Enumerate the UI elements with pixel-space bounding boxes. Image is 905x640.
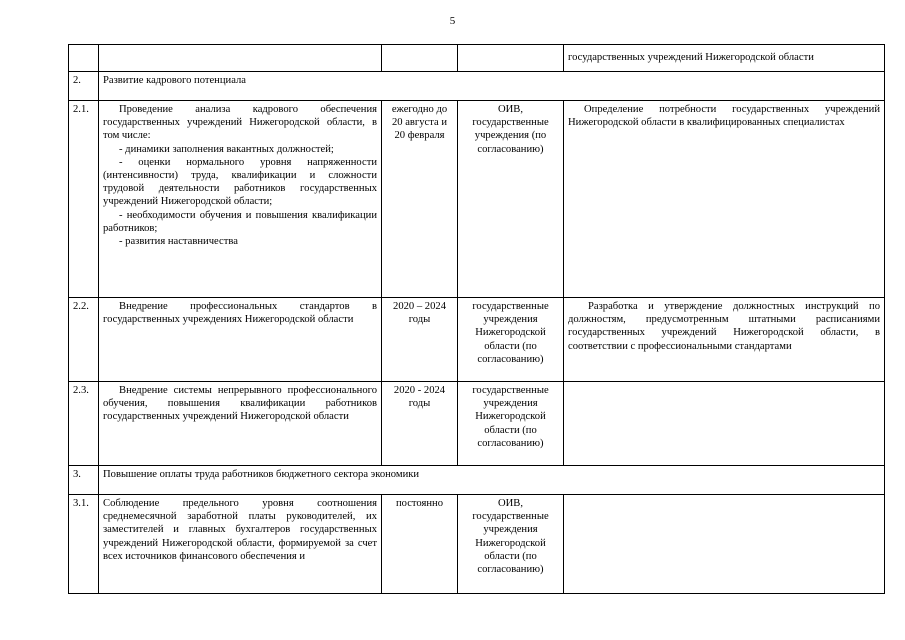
section-title: Повышение оплаты труда работников бюджетного сектора экономики (99, 466, 885, 495)
cell-term: ежегодно до 20 августа и 20 февраля (382, 101, 458, 298)
cell-description (99, 45, 382, 72)
cell-executor: государственные учреждения Нижегородской области (по согласованию) (458, 382, 564, 466)
cell-result (564, 382, 885, 466)
description-paragraph: - необходимости обучения и повышения квалификации работников; (103, 209, 377, 234)
cell-executor: государственные учреждения Нижегородской области (по согласованию) (458, 298, 564, 382)
cell-num: 2.3. (69, 382, 99, 466)
description-paragraph: - оценки нормального уровня напряженности (интенсивности) труда, квалификации и сложности трудовой деятельности работников государственных учреждений Нижегородской области; (103, 156, 377, 208)
section-number: 2. (69, 72, 99, 101)
description-paragraph: Внедрение профессиональных стандартов в государственных учреждениях Нижегородской области (103, 301, 377, 326)
cell-executor: ОИВ, государственные учреждения (по согласованию) (458, 101, 564, 298)
cell-num: 2.1. (69, 101, 99, 298)
description-paragraph: Внедрение системы непрерывного профессионального обучения, повышения квалификации работников государственных учреждений Нижегородской области (103, 385, 377, 423)
table-row (69, 382, 885, 466)
cell-result (564, 495, 885, 594)
cell-description: Соблюдение предельного уровня соотношения среднемесячной заработной платы руководителей, их заместителей и главных бухгалтеров государственных учреждений Нижегородской области, формируемой за счет всех источников финансового обеспечения и (99, 495, 382, 594)
table-row (69, 101, 885, 298)
cell-description (99, 101, 382, 298)
result-text: Разработка и утверждение должностных инструкций по должностям, предусмотренным штатными расписаниями государственных учреждений Нижегородской области, в соответствии с профессиональными стандартами (568, 301, 880, 352)
cell-term: постоянно (382, 495, 458, 594)
cell-description (99, 298, 382, 382)
description-paragraph: - развития наставничества (119, 236, 238, 248)
cell-term: 2020 – 2024 годы (382, 298, 458, 382)
table-row-continuation (69, 45, 885, 72)
action-plan-table (68, 44, 885, 594)
page-number: 5 (449, 15, 456, 27)
cell-result (564, 101, 885, 298)
description-paragraph: Проведение анализа кадрового обеспечения государственных учреждений Нижегородской области, в том числе: (103, 104, 377, 142)
cell-num: 2.2. (69, 298, 99, 382)
cell-result (564, 298, 885, 382)
cell-term (382, 45, 458, 72)
section-number: 3. (69, 466, 99, 495)
description-paragraph: - динамики заполнения вакантных должностей; (119, 143, 334, 155)
section-title: Развитие кадрового потенциала (99, 72, 885, 101)
cell-executor (458, 45, 564, 72)
cell-description (99, 382, 382, 466)
table-row (69, 495, 885, 594)
result-text: Определение потребности государственных учреждений Нижегородской области в квалифицированных специалистах (568, 104, 880, 129)
cell-term: 2020 - 2024 годы (382, 382, 458, 466)
cell-num: 3.1. (69, 495, 99, 594)
table-row (69, 298, 885, 382)
cell-num (69, 45, 99, 72)
result-text: государственных учреждений Нижегородской области (568, 52, 814, 63)
cell-executor: ОИВ, государственные учреждения Нижегородской области (по согласованию) (458, 495, 564, 594)
table-section-row (69, 72, 885, 101)
cell-result (564, 45, 885, 72)
table-section-row (69, 466, 885, 495)
